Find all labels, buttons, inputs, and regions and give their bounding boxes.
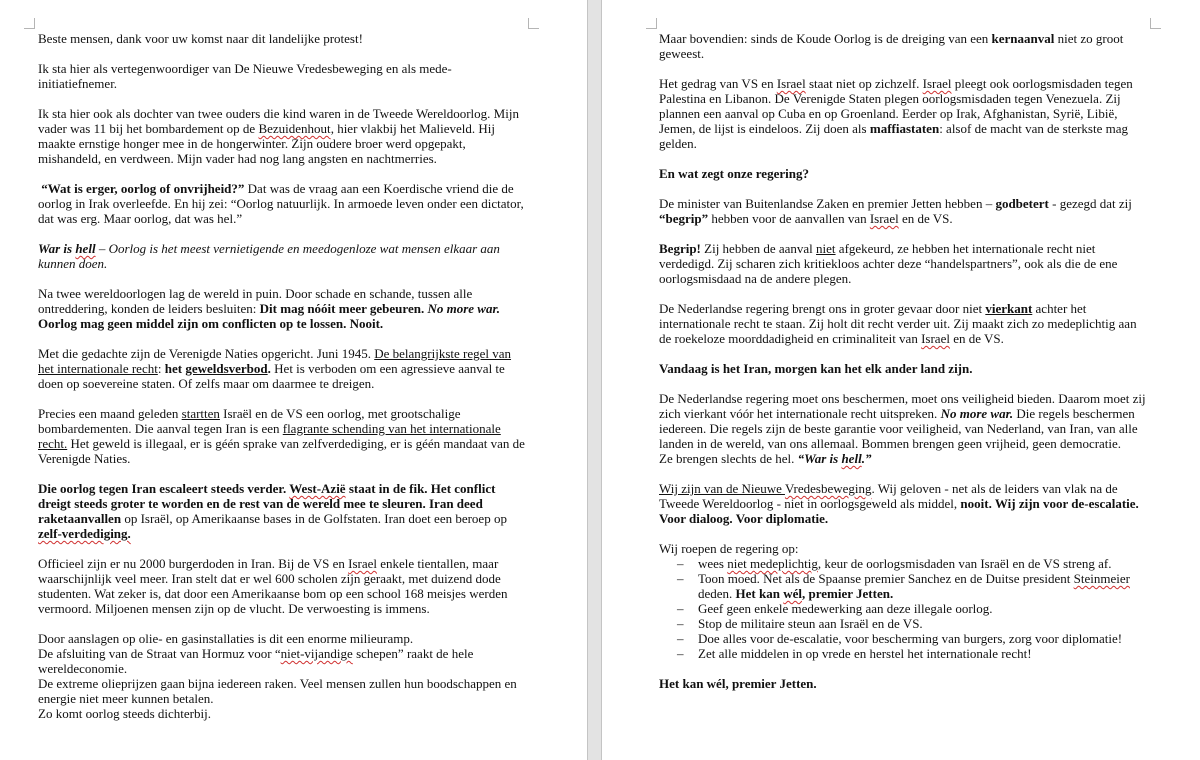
spellcheck-flag[interactable]: Israel (922, 76, 952, 91)
paragraph: De minister van Buitenlandse Zaken en premier Jetten hebben – godbetert - gezegd dat zij “begrip” hebben voor de aanvallen van Israel en de VS. (659, 196, 1132, 226)
closing-line: Het kan wél, premier Jetten. (659, 676, 817, 691)
paragraph: Het gedrag van VS en Israel staat niet op zichzelf. Israel pleegt ook oorlogsmisdaden tegen Palestina en Libanon. De Verenigde Staten plegen oorlogsmisdaden tegen Venezuela. Zij plannen een aanval op Cuba en op Groenland. Eerder op Irak, Afghanistan, Syrië, Libië, Jemen, de lijst is eindeloos. Zij doen als maffiastaten: alsof de macht van de sterkste mag gelden. (659, 76, 1133, 151)
spellcheck-flag[interactable]: Bezuidenhout (258, 121, 331, 136)
paragraph: Die oorlog tegen Iran escaleert steeds verder. West-Azië staat in de fik. Het conflict dreigt steeds groter te worden en de rest van de wereld mee te sleuren. Iran deed raketaanvallen op Israël, op Amerikaanse bases in de Golfstaten. Iran doet een beroep op zelf-verdediging. (38, 481, 507, 541)
document-page-right[interactable] (602, 0, 1200, 760)
demands-list (659, 556, 1151, 661)
paragraph: Zo komt oorlog steeds dichterbij. (38, 706, 211, 721)
crop-mark-top-left (24, 18, 35, 29)
crop-mark-top-left (646, 18, 657, 29)
paragraph: Wij zijn van de Nieuwe Vredesbeweging. Wij geloven - net als de leiders van vlak na de Tweede Wereldoorlog - niet in oorlogsgeweld als middel, nooit. Wij zijn voor de-escalatie. Voor dialoog. Voor diplomatie. (659, 481, 1139, 526)
spellcheck-flag[interactable]: hell (75, 241, 96, 256)
paragraph: De Nederlandse regering moet ons beschermen, moet ons veiligheid bieden. Daarom moet zij zich vierkant vóór het internationale recht uitspreken. No more war. Die regels beschermen iedereen. Die regels zijn de beste garantie voor veiligheid, van Nederland, van Iran, van alle landen in de wereld, van ons allemaal. Bommen brengen geen vrijheid, geen democratie. (659, 391, 1146, 451)
paragraph: Officieel zijn er nu 2000 burgerdoden in Iran. Bij de VS en Israel enkele tientallen, maar waarschijnlijk veel meer. Iran stelt dat er wel 600 scholen zijn geraakt, met duizend dode studenten. Wat zeker is, dat door een Amerikaanse bom op een school 168 meisjes werden vermoord. Miljoenen mensen zijn op de vlucht. De verwoesting is immens. (38, 556, 508, 616)
list-item: – Doe alles voor de-escalatie, voor bescherming van burgers, zorg voor diplomatie! (659, 631, 1151, 646)
list-item: – wees niet medeplichtig, keur de oorlogsmisdaden van Israël en de VS streng af. (659, 556, 1151, 571)
paragraph: War is hell – Oorlog is het meest vernietigende en meedogenloze wat mensen elkaar aan kunnen doen. (38, 241, 500, 271)
spellcheck-flag[interactable]: Israel (776, 76, 806, 91)
paragraph: De Nederlandse regering brengt ons in groter gevaar door niet vierkant achter het internationale recht te staan. Zij holt dit recht verder uit. Zij maakt zich zo medeplichtig aan de roekeloze moorddadigheid en criminaliteit van Israel en de VS. (659, 301, 1137, 346)
paragraph: Wij roepen de regering op: (659, 541, 799, 556)
document-page-left[interactable] (0, 0, 587, 760)
spellcheck-flag[interactable]: Israel (348, 556, 377, 571)
spellcheck-flag[interactable]: West-Azië (289, 481, 346, 496)
spellcheck-flag[interactable]: wél (783, 586, 802, 601)
page-gutter (587, 0, 602, 760)
paragraph: De afsluiting van de Straat van Hormuz voor “niet-vijandige schepen” raakt de hele wereldeconomie. (38, 646, 474, 676)
paragraph: Ze brengen slechts de hel. “War is hell.” (659, 451, 872, 466)
page-right-text[interactable] (659, 31, 1151, 706)
spellcheck-flag[interactable]: Steinmeier (1073, 571, 1130, 586)
paragraph: Ik sta hier ook als dochter van twee ouders die kind waren in de Tweede Wereldoorlog. Mijn vader was 11 bij het bombardement op de Bezuidenhout, hier vlakbij het Malieveld. Hij maakte ernstige honger mee in de hongerwinter. Zijn oudere broer werd opgepakt, mishandeld, en verdween. Mijn vader had nog lang angsten en nachtmerries. (38, 106, 519, 166)
page-left-text[interactable] (38, 31, 530, 721)
spellcheck-flag[interactable]: zelf-verdediging. (38, 526, 131, 541)
crop-mark-top-right (528, 18, 539, 29)
spellcheck-flag[interactable]: hell (841, 451, 862, 466)
paragraph: Na twee wereldoorlogen lag de wereld in puin. Door schade en schande, tussen alle ontreddering, konden de leiders besluiten: Dit mag nóóit meer gebeuren. No more war. Oorlog mag geen middel zijn om conflicten op te lossen. Nooit. (38, 286, 501, 331)
paragraph-heading: En wat zegt onze regering? (659, 166, 809, 181)
spellcheck-flag[interactable]: Israel (921, 331, 950, 346)
list-item: – Stop de militaire steun aan Israël en de VS. (659, 616, 1151, 631)
paragraph-heading: Vandaag is het Iran, morgen kan het elk ander land zijn. (659, 361, 973, 376)
spellcheck-flag[interactable]: Vredesbeweging (784, 481, 872, 496)
list-item: – Geef geen enkele medewerking aan deze illegale oorlog. (659, 601, 1151, 616)
paragraph: Door aanslagen op olie- en gasinstallaties is dit een enorme milieuramp. (38, 631, 414, 646)
paragraph: Beste mensen, dank voor uw komst naar dit landelijke protest! (38, 31, 363, 46)
paragraph: Met die gedachte zijn de Verenigde Naties opgericht. Juni 1945. De belangrijkste regel van het internationale recht: het geweldsverbod. Het is verboden om een agressieve aanval te doen op soevereine staten. Of zelfs maar om daarmee te dreigen. (38, 346, 512, 391)
spellcheck-flag[interactable]: Israel (869, 211, 899, 226)
paragraph: “Wat is erger, oorlog of onvrijheid?” Dat was de vraag aan een Koerdische vriend die de oorlog in Irak overleefde. En hij zei: “Oorlog natuurlijk. In armoede leven onder een dictator, dat was erg. Maar oorlog, dat was hel.” (38, 181, 524, 226)
list-item: – Zet alle middelen in op vrede en herstel het internationale recht! (659, 646, 1151, 661)
paragraph: Ik sta hier als vertegenwoordiger van De Nieuwe Vredesbeweging en als mede-initiatiefnemer. (38, 61, 452, 91)
crop-mark-top-right (1150, 18, 1161, 29)
paragraph: Precies een maand geleden startten Israël en de VS een oorlog, met grootschalige bombardementen. Die aanval tegen Iran is een flagrante schending van het internationale recht. Het geweld is illegaal, er is géén sprake van zelfverdediging, er is géén mandaat van de Verenigde Naties. (38, 406, 525, 466)
paragraph: Begrip! Zij hebben de aanval niet afgekeurd, ze hebben het internationale recht niet verdedigd. Zij scharen zich kritiekloos achter deze “handelspartners”, ook als die de ene oorlogsmisdaad na de andere plegen. (659, 241, 1118, 286)
paragraph: Maar bovendien: sinds de Koude Oorlog is de dreiging van een kernaanval niet zo groot geweest. (659, 31, 1124, 61)
spellcheck-flag[interactable]: niet-vijandige (280, 646, 353, 661)
paragraph: De extreme olieprijzen gaan bijna iedereen raken. Veel mensen zullen hun boodschappen en energie niet meer kunnen betalen. (38, 676, 517, 706)
spellcheck-flag[interactable]: niet medeplichtig (727, 556, 818, 571)
list-item: – Toon moed. Net als de Spaanse premier Sanchez en de Duitse president Steinmeier deden. Het kan wél, premier Jetten. (659, 571, 1151, 601)
